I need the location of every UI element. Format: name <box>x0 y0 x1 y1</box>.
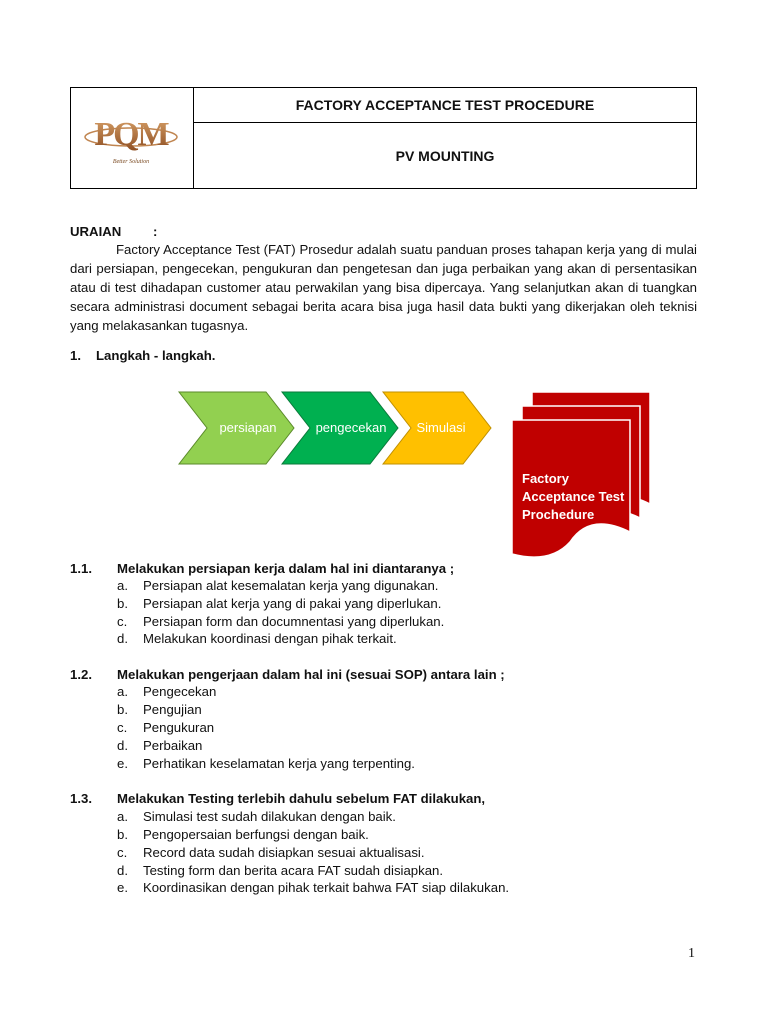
list-item: a. Simulasi test sudah dilakukan dengan baik. <box>117 809 396 824</box>
list-item: c. Pengukuran <box>117 720 215 735</box>
uraian-label: URAIAN <box>70 224 122 239</box>
section-number: 1.1. <box>70 561 92 576</box>
section-number: 1.3. <box>70 791 92 806</box>
list-item: b. Persiapan alat kerja yang di pakai yang diperlukan. <box>117 596 442 611</box>
steps-heading <box>70 347 215 365</box>
document-title: FACTORY ACCEPTANCE TEST PROCEDURE <box>194 88 696 123</box>
list-item: c. Record data sudah disiapkan sesuai aktualisasi. <box>117 845 425 860</box>
list-item: b. Pengopersaian berfungsi dengan baik. <box>117 827 369 842</box>
document-label-line1: Factory <box>522 471 569 486</box>
list-item: e. Koordinasikan dengan pihak terkait bahwa FAT siap dilakukan. <box>117 880 510 895</box>
logo-cell <box>71 88 194 188</box>
svg-text:PQM: PQM <box>94 116 168 153</box>
company-logo <box>71 88 193 188</box>
list-item: b. Pengujian <box>117 702 202 717</box>
steps-title: Langkah - langkah. <box>96 348 216 363</box>
section-title: Melakukan Testing terlebih dahulu sebelum FAT dilakukan, <box>117 791 486 806</box>
section-heading-1-3 <box>70 790 485 808</box>
list-item: a. Persiapan alat kesemalatan kerja yang digunakan. <box>117 578 439 593</box>
process-diagram <box>170 384 670 574</box>
section-title: Melakukan persiapan kerja dalam hal ini diantaranya ; <box>117 561 455 576</box>
uraian-colon: : <box>153 224 158 239</box>
document-subtitle: PV MOUNTING <box>395 147 495 164</box>
chevron-label-simulasi: Simulasi <box>416 420 466 435</box>
svg-text:Better Solution: Better Solution <box>112 159 150 165</box>
list-item: d. Testing form dan berita acara FAT sudah disiapkan. <box>117 863 444 878</box>
section-heading-1-2 <box>70 666 505 684</box>
section-number: 1.2. <box>70 667 92 682</box>
header-table <box>70 87 697 189</box>
list-item: d. Melakukan koordinasi dengan pihak terkait. <box>117 631 397 646</box>
section-title: Melakukan pengerjaan dalam hal ini (sesuai SOP) antara lain ; <box>117 667 505 682</box>
document-label-line2: Acceptance Test <box>522 489 625 504</box>
chevron-label-persiapan: persiapan <box>219 420 277 435</box>
steps-number: 1. <box>70 348 81 363</box>
section-heading-1-1 <box>70 560 454 578</box>
intro-text: Factory Acceptance Test (FAT) Prosedur adalah suatu panduan proses tahapan kerja yang di mulai dari persiapan, pengecekan, pengukuran dan pengetesan dan juga perbaikan yang akan di persentasikan atau di test dihadapan customer atau perwakilan yang bisa dipercaya. Yang selanjutkan akan di tuangkan secara administrasi document sebagai berita acara bisa juga hasil data bukti yang dikerjakan oleh teknisi yang melakasankan tugasnya. <box>70 242 697 333</box>
chevron-label-pengecekan: pengecekan <box>315 420 387 435</box>
list-item: c. Persiapan form dan documnentasi yang diperlukan. <box>117 614 445 629</box>
page-number: 1 <box>688 946 695 961</box>
document-label-line3: Prochedure <box>522 507 595 522</box>
list-item: d. Perbaikan <box>117 738 203 753</box>
list-item: a. Pengecekan <box>117 684 217 699</box>
list-item: e. Perhatikan keselamatan kerja yang terpenting. <box>117 756 415 771</box>
intro-paragraph <box>70 240 697 335</box>
